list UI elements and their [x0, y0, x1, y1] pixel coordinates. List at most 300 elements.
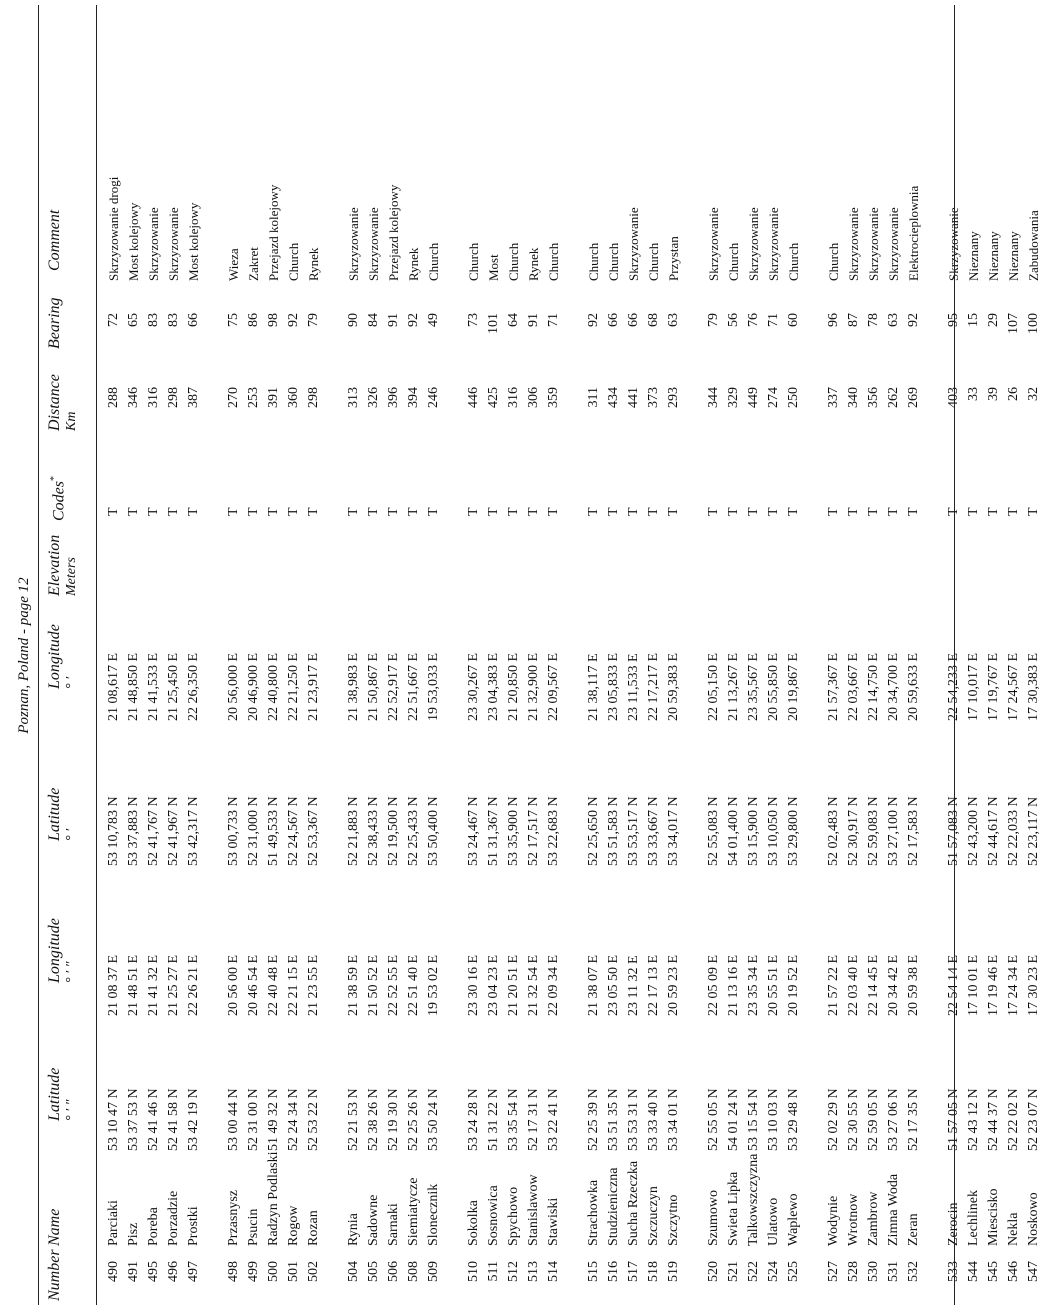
table-row [504, 0, 524, 1311]
row-group [344, 0, 444, 1311]
cell-latitude-dm: 53 53,517 N [626, 796, 641, 866]
row-group [704, 0, 804, 1311]
cell-code: T [666, 507, 681, 516]
header-longitude-dms-units: ° ′ ″ [64, 961, 79, 983]
cell-code: T [166, 507, 181, 516]
cell-comment: Rynek [406, 247, 421, 281]
cell-longitude-dms: 22 05 09 E [706, 954, 721, 1016]
cell-comment: Skrzyzowanie [846, 207, 861, 281]
cell-latitude-dm: 51 57,083 N [946, 796, 961, 866]
cell-comment: Nieznany [1006, 231, 1021, 281]
cell-latitude-dm: 52 53,367 N [306, 796, 321, 866]
cell-number: 513 [526, 1261, 541, 1282]
cell-code: T [1026, 507, 1041, 516]
cell-bearing: 66 [186, 313, 201, 327]
cell-longitude-dm: 20 55,850 E [766, 652, 781, 721]
cell-latitude-dms: 52 21 53 N [346, 1088, 361, 1151]
cell-comment: Skrzyzowanie [746, 207, 761, 281]
cell-bearing: 92 [406, 313, 421, 327]
cell-distance: 394 [406, 387, 421, 408]
cell-name: Rozan [306, 1210, 321, 1246]
cell-longitude-dm: 21 57,367 E [826, 652, 841, 721]
cell-latitude-dms: 52 41 46 N [146, 1088, 161, 1151]
table-row [784, 0, 804, 1311]
cell-number: 502 [306, 1261, 321, 1282]
cell-comment: Church [826, 242, 841, 281]
cell-longitude-dm: 20 59,633 E [906, 652, 921, 721]
cell-bearing: 56 [726, 313, 741, 327]
table-row [844, 0, 864, 1311]
cell-latitude-dms: 52 02 29 N [826, 1088, 841, 1151]
header-latitude-dms [46, 1068, 80, 1121]
cell-latitude-dm: 53 42,317 N [186, 796, 201, 866]
cell-bearing: 92 [906, 313, 921, 327]
cell-code: T [306, 507, 321, 516]
cell-bearing: 100 [1026, 313, 1041, 334]
cell-name: Sucha Rzeczka [626, 1160, 641, 1246]
table-row [744, 0, 764, 1311]
header-longitude-dm-units: ° ′ [64, 676, 79, 689]
cell-bearing: 78 [866, 313, 881, 327]
cell-bearing: 71 [546, 313, 561, 327]
cell-longitude-dm: 21 20,850 E [506, 652, 521, 721]
cell-longitude-dm: 17 10,017 E [966, 652, 981, 721]
cell-longitude-dms: 20 34 42 E [886, 954, 901, 1016]
cell-bearing: 86 [246, 313, 261, 327]
cell-bearing: 92 [586, 313, 601, 327]
cell-longitude-dm: 22 52,917 E [386, 652, 401, 721]
cell-number: 525 [786, 1261, 801, 1282]
cell-bearing: 60 [786, 313, 801, 327]
cell-name: Zimna Woda [886, 1173, 901, 1246]
header-longitude-dm-label: Longitude [46, 624, 63, 689]
cell-name: Slonecznik [426, 1183, 441, 1246]
cell-latitude-dm: 52 55,083 N [706, 796, 721, 866]
table-row [624, 0, 644, 1311]
cell-name: Ulatowo [766, 1197, 781, 1246]
cell-code: T [346, 507, 361, 516]
header-comment: Comment [46, 209, 63, 271]
table-row [904, 0, 924, 1311]
cell-distance: 298 [166, 387, 181, 408]
table-row [124, 0, 144, 1311]
cell-bearing: 91 [526, 313, 541, 327]
cell-code: T [966, 507, 981, 516]
cell-number: 528 [846, 1261, 861, 1282]
table-row [544, 0, 564, 1311]
cell-code: T [226, 507, 241, 516]
cell-longitude-dm: 23 04,383 E [486, 652, 501, 721]
cell-longitude-dms: 23 04 23 E [486, 954, 501, 1016]
cell-code: T [626, 507, 641, 516]
cell-longitude-dm: 17 19,767 E [986, 652, 1001, 721]
table-row [164, 0, 184, 1311]
cell-longitude-dms: 17 19 46 E [986, 954, 1001, 1016]
cell-bearing: 15 [966, 313, 981, 327]
cell-name: Zeran [906, 1213, 921, 1246]
cell-comment: Most [486, 254, 501, 281]
cell-number: 500 [266, 1261, 281, 1282]
cell-longitude-dm: 23 11,533 E [626, 653, 641, 721]
cell-number: 506 [386, 1261, 401, 1282]
cell-name: Sarnaki [386, 1203, 401, 1246]
cell-distance: 329 [726, 387, 741, 408]
cell-number: 515 [586, 1261, 601, 1282]
cell-name: Zambrow [866, 1191, 881, 1246]
cell-latitude-dms: 52 43 12 N [966, 1088, 981, 1151]
table-row [984, 0, 1004, 1311]
cell-distance: 396 [386, 387, 401, 408]
cell-latitude-dms: 51 49 32 N [266, 1088, 281, 1151]
cell-latitude-dm: 52 17,517 N [526, 796, 541, 866]
cell-latitude-dms: 53 53 31 N [626, 1088, 641, 1151]
cell-latitude-dms: 53 22 41 N [546, 1088, 561, 1151]
cell-longitude-dm: 21 23,917 E [306, 652, 321, 721]
cell-number: 522 [746, 1261, 761, 1282]
cell-comment: Elektrocieplownia [906, 185, 921, 281]
cell-name: Stanislawow [526, 1174, 541, 1246]
cell-name: Pisz [126, 1222, 141, 1246]
cell-name: Psucin [246, 1208, 261, 1246]
cell-longitude-dms: 23 05 50 E [606, 954, 621, 1016]
cell-longitude-dms: 17 30 23 E [1026, 954, 1041, 1016]
table-row [144, 0, 164, 1311]
header-latitude-dms-units: ° ′ ″ [64, 1099, 79, 1121]
cell-latitude-dms: 53 24 28 N [466, 1088, 481, 1151]
cell-latitude-dm: 53 22,683 N [546, 796, 561, 866]
cell-longitude-dms: 22 40 48 E [266, 954, 281, 1016]
cell-latitude-dm: 51 31,367 N [486, 796, 501, 866]
cell-longitude-dms: 20 55 51 E [766, 954, 781, 1016]
table-row [524, 0, 544, 1311]
cell-name: Sosnowica [486, 1185, 501, 1246]
table-row [864, 0, 884, 1311]
cell-longitude-dms: 23 11 32 E [626, 955, 641, 1016]
cell-distance: 356 [866, 387, 881, 408]
cell-bearing: 72 [106, 313, 121, 327]
cell-longitude-dms: 21 41 32 E [146, 954, 161, 1016]
cell-latitude-dms: 52 23 07 N [1026, 1088, 1041, 1151]
cell-number: 531 [886, 1261, 901, 1282]
cell-distance: 306 [526, 387, 541, 408]
cell-number: 518 [646, 1261, 661, 1282]
table-row [184, 0, 204, 1311]
cell-name: Szczytno [666, 1194, 681, 1246]
row-group [224, 0, 324, 1311]
cell-code: T [986, 507, 1001, 516]
header-latitude-dm-label: Latitude [46, 787, 63, 841]
cell-code: T [126, 507, 141, 516]
header-longitude-dms [46, 918, 80, 983]
table-row [584, 0, 604, 1311]
cell-distance: 262 [886, 387, 901, 408]
table-row [424, 0, 444, 1311]
cell-name: Spychowo [506, 1186, 521, 1246]
cell-longitude-dm: 21 08,617 E [106, 652, 121, 721]
cell-latitude-dms: 52 59 05 N [866, 1088, 881, 1151]
cell-code: T [246, 507, 261, 516]
table-row [724, 0, 744, 1311]
cell-longitude-dms: 23 30 16 E [466, 954, 481, 1016]
cell-latitude-dm: 53 10,783 N [106, 796, 121, 866]
cell-name: Porzadzie [166, 1190, 181, 1246]
cell-latitude-dms: 52 25 39 N [586, 1088, 601, 1151]
cell-longitude-dms: 17 24 34 E [1006, 954, 1021, 1016]
cell-bearing: 63 [886, 313, 901, 327]
cell-name: Stawiski [546, 1197, 561, 1246]
cell-code: T [386, 507, 401, 516]
cell-longitude-dm: 22 51,667 E [406, 652, 421, 721]
table-row [384, 0, 404, 1311]
table-row [824, 0, 844, 1311]
cell-bearing: 98 [266, 313, 281, 327]
cell-code: T [786, 507, 801, 516]
cell-bearing: 92 [286, 313, 301, 327]
cell-longitude-dms: 22 14 45 E [866, 954, 881, 1016]
cell-comment: Rynek [306, 247, 321, 281]
cell-code: T [886, 507, 901, 516]
cell-number: 544 [966, 1261, 981, 1282]
cell-code: T [366, 507, 381, 516]
cell-comment: Church [786, 242, 801, 281]
table-row [884, 0, 904, 1311]
cell-comment: Skrzyzowanie [866, 207, 881, 281]
header-distance [46, 374, 80, 431]
cell-longitude-dms: 20 59 38 E [906, 954, 921, 1016]
cell-number: 520 [706, 1261, 721, 1282]
cell-distance: 274 [766, 387, 781, 408]
cell-longitude-dms: 17 10 01 E [966, 954, 981, 1016]
cell-comment: Church [546, 242, 561, 281]
header-latitude-dms-label: Latitude [46, 1067, 63, 1121]
table-bottom-rule [954, 5, 955, 1305]
cell-latitude-dm: 53 50,400 N [426, 796, 441, 866]
table-row [264, 0, 284, 1311]
cell-number: 530 [866, 1261, 881, 1282]
cell-number: 532 [906, 1261, 921, 1282]
cell-longitude-dm: 21 48,850 E [126, 652, 141, 721]
cell-comment: Skrzyzowanie drogi [106, 176, 121, 281]
cell-latitude-dm: 53 24,467 N [466, 796, 481, 866]
header-elevation-units: Meters [64, 557, 79, 596]
cell-longitude-dms: 22 54 14 E [946, 954, 961, 1016]
cell-latitude-dm: 53 51,583 N [606, 796, 621, 866]
cell-bearing: 101 [486, 313, 501, 334]
row-group [584, 0, 684, 1311]
cell-latitude-dms: 52 25 26 N [406, 1088, 421, 1151]
cell-latitude-dms: 52 41 58 N [166, 1088, 181, 1151]
cell-longitude-dms: 22 17 13 E [646, 954, 661, 1016]
cell-distance: 32 [1026, 387, 1041, 401]
cell-comment: Church [506, 242, 521, 281]
cell-latitude-dm: 52 24,567 N [286, 796, 301, 866]
cell-distance: 326 [366, 387, 381, 408]
cell-number: 509 [426, 1261, 441, 1282]
cell-number: 514 [546, 1261, 561, 1282]
cell-comment: Zakret [246, 247, 261, 281]
cell-longitude-dm: 23 05,833 E [606, 652, 621, 721]
table-row [344, 0, 364, 1311]
cell-distance: 33 [966, 387, 981, 401]
cell-distance: 434 [606, 387, 621, 408]
cell-comment: Church [286, 242, 301, 281]
cell-longitude-dms: 21 38 59 E [346, 954, 361, 1016]
cell-number: 498 [226, 1261, 241, 1282]
cell-code: T [746, 507, 761, 516]
page-title: Poznan, Poland - page 12 [16, 577, 32, 734]
cell-latitude-dm: 53 34,017 N [666, 796, 681, 866]
cell-bearing: 87 [846, 313, 861, 327]
cell-distance: 346 [126, 387, 141, 408]
table-row [964, 0, 984, 1311]
cell-code: T [586, 507, 601, 516]
cell-bearing: 91 [386, 313, 401, 327]
cell-name: Szczuczyn [646, 1186, 661, 1246]
cell-latitude-dm: 52 17,583 N [906, 796, 921, 866]
cell-distance: 449 [746, 387, 761, 408]
cell-latitude-dm: 52 31,000 N [246, 796, 261, 866]
cell-longitude-dms: 22 52 55 E [386, 954, 401, 1016]
cell-comment: Skrzyzowanie [626, 207, 641, 281]
cell-name: Prostki [186, 1206, 201, 1246]
cell-bearing: 66 [626, 313, 641, 327]
cell-comment: Wieza [226, 248, 241, 281]
cell-longitude-dms: 20 56 00 E [226, 954, 241, 1016]
table-row [704, 0, 724, 1311]
cell-distance: 246 [426, 387, 441, 408]
cell-number: 512 [506, 1261, 521, 1282]
cell-latitude-dms: 52 31 00 N [246, 1088, 261, 1151]
cell-bearing: 49 [426, 313, 441, 327]
table-row [244, 0, 264, 1311]
cell-longitude-dm: 22 09,567 E [546, 652, 561, 721]
cell-longitude-dms: 20 59 23 E [666, 954, 681, 1016]
cell-longitude-dms: 23 35 34 E [746, 954, 761, 1016]
table-row [484, 0, 504, 1311]
cell-code: T [1006, 507, 1021, 516]
header-codes [46, 476, 67, 521]
cell-number: 496 [166, 1261, 181, 1282]
cell-latitude-dm: 52 44,617 N [986, 796, 1001, 866]
cell-distance: 446 [466, 387, 481, 408]
cell-name: Talkowszczyzna [746, 1153, 761, 1246]
cell-latitude-dms: 53 29 48 N [786, 1088, 801, 1151]
cell-latitude-dms: 52 17 35 N [906, 1088, 921, 1151]
cell-latitude-dms: 52 30 55 N [846, 1088, 861, 1151]
header-name: Name [46, 1208, 63, 1246]
cell-number: 510 [466, 1261, 481, 1282]
cell-comment: Skrzyzowanie [366, 207, 381, 281]
cell-latitude-dms: 52 55 05 N [706, 1088, 721, 1151]
cell-code: T [906, 507, 921, 516]
cell-comment: Przejazd kolejowy [386, 184, 401, 281]
cell-distance: 425 [486, 387, 501, 408]
cell-code: T [946, 507, 961, 516]
cell-code: T [426, 507, 441, 516]
cell-number: 511 [486, 1261, 501, 1282]
cell-name: Strachowka [586, 1179, 601, 1246]
cell-number: 501 [286, 1261, 301, 1282]
cell-code: T [866, 507, 881, 516]
cell-latitude-dms: 52 19 30 N [386, 1088, 401, 1151]
table-row [404, 0, 424, 1311]
cell-latitude-dm: 53 29,800 N [786, 796, 801, 866]
cell-longitude-dms: 20 19 52 E [786, 954, 801, 1016]
cell-longitude-dm: 22 54,233 E [946, 652, 961, 721]
cell-comment: Church [646, 242, 661, 281]
table-row [304, 0, 324, 1311]
cell-distance: 340 [846, 387, 861, 408]
cell-name: Wrotnow [846, 1193, 861, 1246]
cell-latitude-dm: 52 21,883 N [346, 796, 361, 866]
cell-name: Przasnysz [226, 1190, 241, 1246]
cell-latitude-dms: 51 31 22 N [486, 1088, 501, 1151]
cell-latitude-dm: 53 27,100 N [886, 796, 901, 866]
cell-number: 521 [726, 1261, 741, 1282]
cell-bearing: 29 [986, 313, 1001, 327]
cell-latitude-dms: 53 10 47 N [106, 1088, 121, 1151]
row-group [944, 0, 1044, 1311]
cell-name: Siemiatycze [406, 1177, 421, 1246]
cell-code: T [146, 507, 161, 516]
cell-bearing: 83 [166, 313, 181, 327]
cell-bearing: 65 [126, 313, 141, 327]
cell-name: Waplewo [786, 1193, 801, 1246]
cell-latitude-dm: 52 25,433 N [406, 796, 421, 866]
cell-name: Swieta Lipka [726, 1171, 741, 1246]
cell-comment: Skrzyzowanie [146, 207, 161, 281]
cell-longitude-dms: 22 51 40 E [406, 954, 421, 1016]
cell-code: T [846, 507, 861, 516]
cell-bearing: 63 [666, 313, 681, 327]
cell-latitude-dm: 52 38,433 N [366, 796, 381, 866]
cell-comment: Church [586, 242, 601, 281]
cell-name: Sokolka [466, 1200, 481, 1246]
header-longitude-dms-label: Longitude [46, 918, 63, 983]
cell-bearing: 90 [346, 313, 361, 327]
cell-longitude-dms: 21 13 16 E [726, 954, 741, 1016]
cell-name: Nekla [1006, 1212, 1021, 1246]
cell-distance: 373 [646, 387, 661, 408]
cell-bearing: 79 [306, 313, 321, 327]
table-body [104, 0, 1064, 1311]
cell-code: T [646, 507, 661, 516]
cell-latitude-dm: 52 23,117 N [1026, 796, 1041, 866]
cell-latitude-dms: 52 17 31 N [526, 1088, 541, 1151]
cell-longitude-dms: 21 20 51 E [506, 954, 521, 1016]
cell-distance: 26 [1006, 387, 1021, 401]
cell-code: T [606, 507, 621, 516]
cell-distance: 316 [146, 387, 161, 408]
cell-latitude-dm: 53 35,900 N [506, 796, 521, 866]
header-codes-footnote-mark: * [49, 476, 60, 481]
cell-distance: 313 [346, 387, 361, 408]
cell-latitude-dm: 53 33,667 N [646, 796, 661, 866]
cell-longitude-dm: 20 56,000 E [226, 652, 241, 721]
cell-longitude-dms: 19 53 02 E [426, 954, 441, 1016]
cell-comment: Most kolejowy [186, 202, 201, 281]
cell-number: 508 [406, 1261, 421, 1282]
table-row [364, 0, 384, 1311]
cell-comment: Church [606, 242, 621, 281]
cell-distance: 344 [706, 387, 721, 408]
cell-longitude-dm: 17 30,383 E [1026, 652, 1041, 721]
cell-longitude-dm: 20 46,900 E [246, 652, 261, 721]
cell-comment: Nieznany [966, 231, 981, 281]
cell-latitude-dms: 52 24 34 N [286, 1088, 301, 1151]
header-longitude-dm [46, 624, 80, 689]
cell-latitude-dms: 53 34 01 N [666, 1088, 681, 1151]
